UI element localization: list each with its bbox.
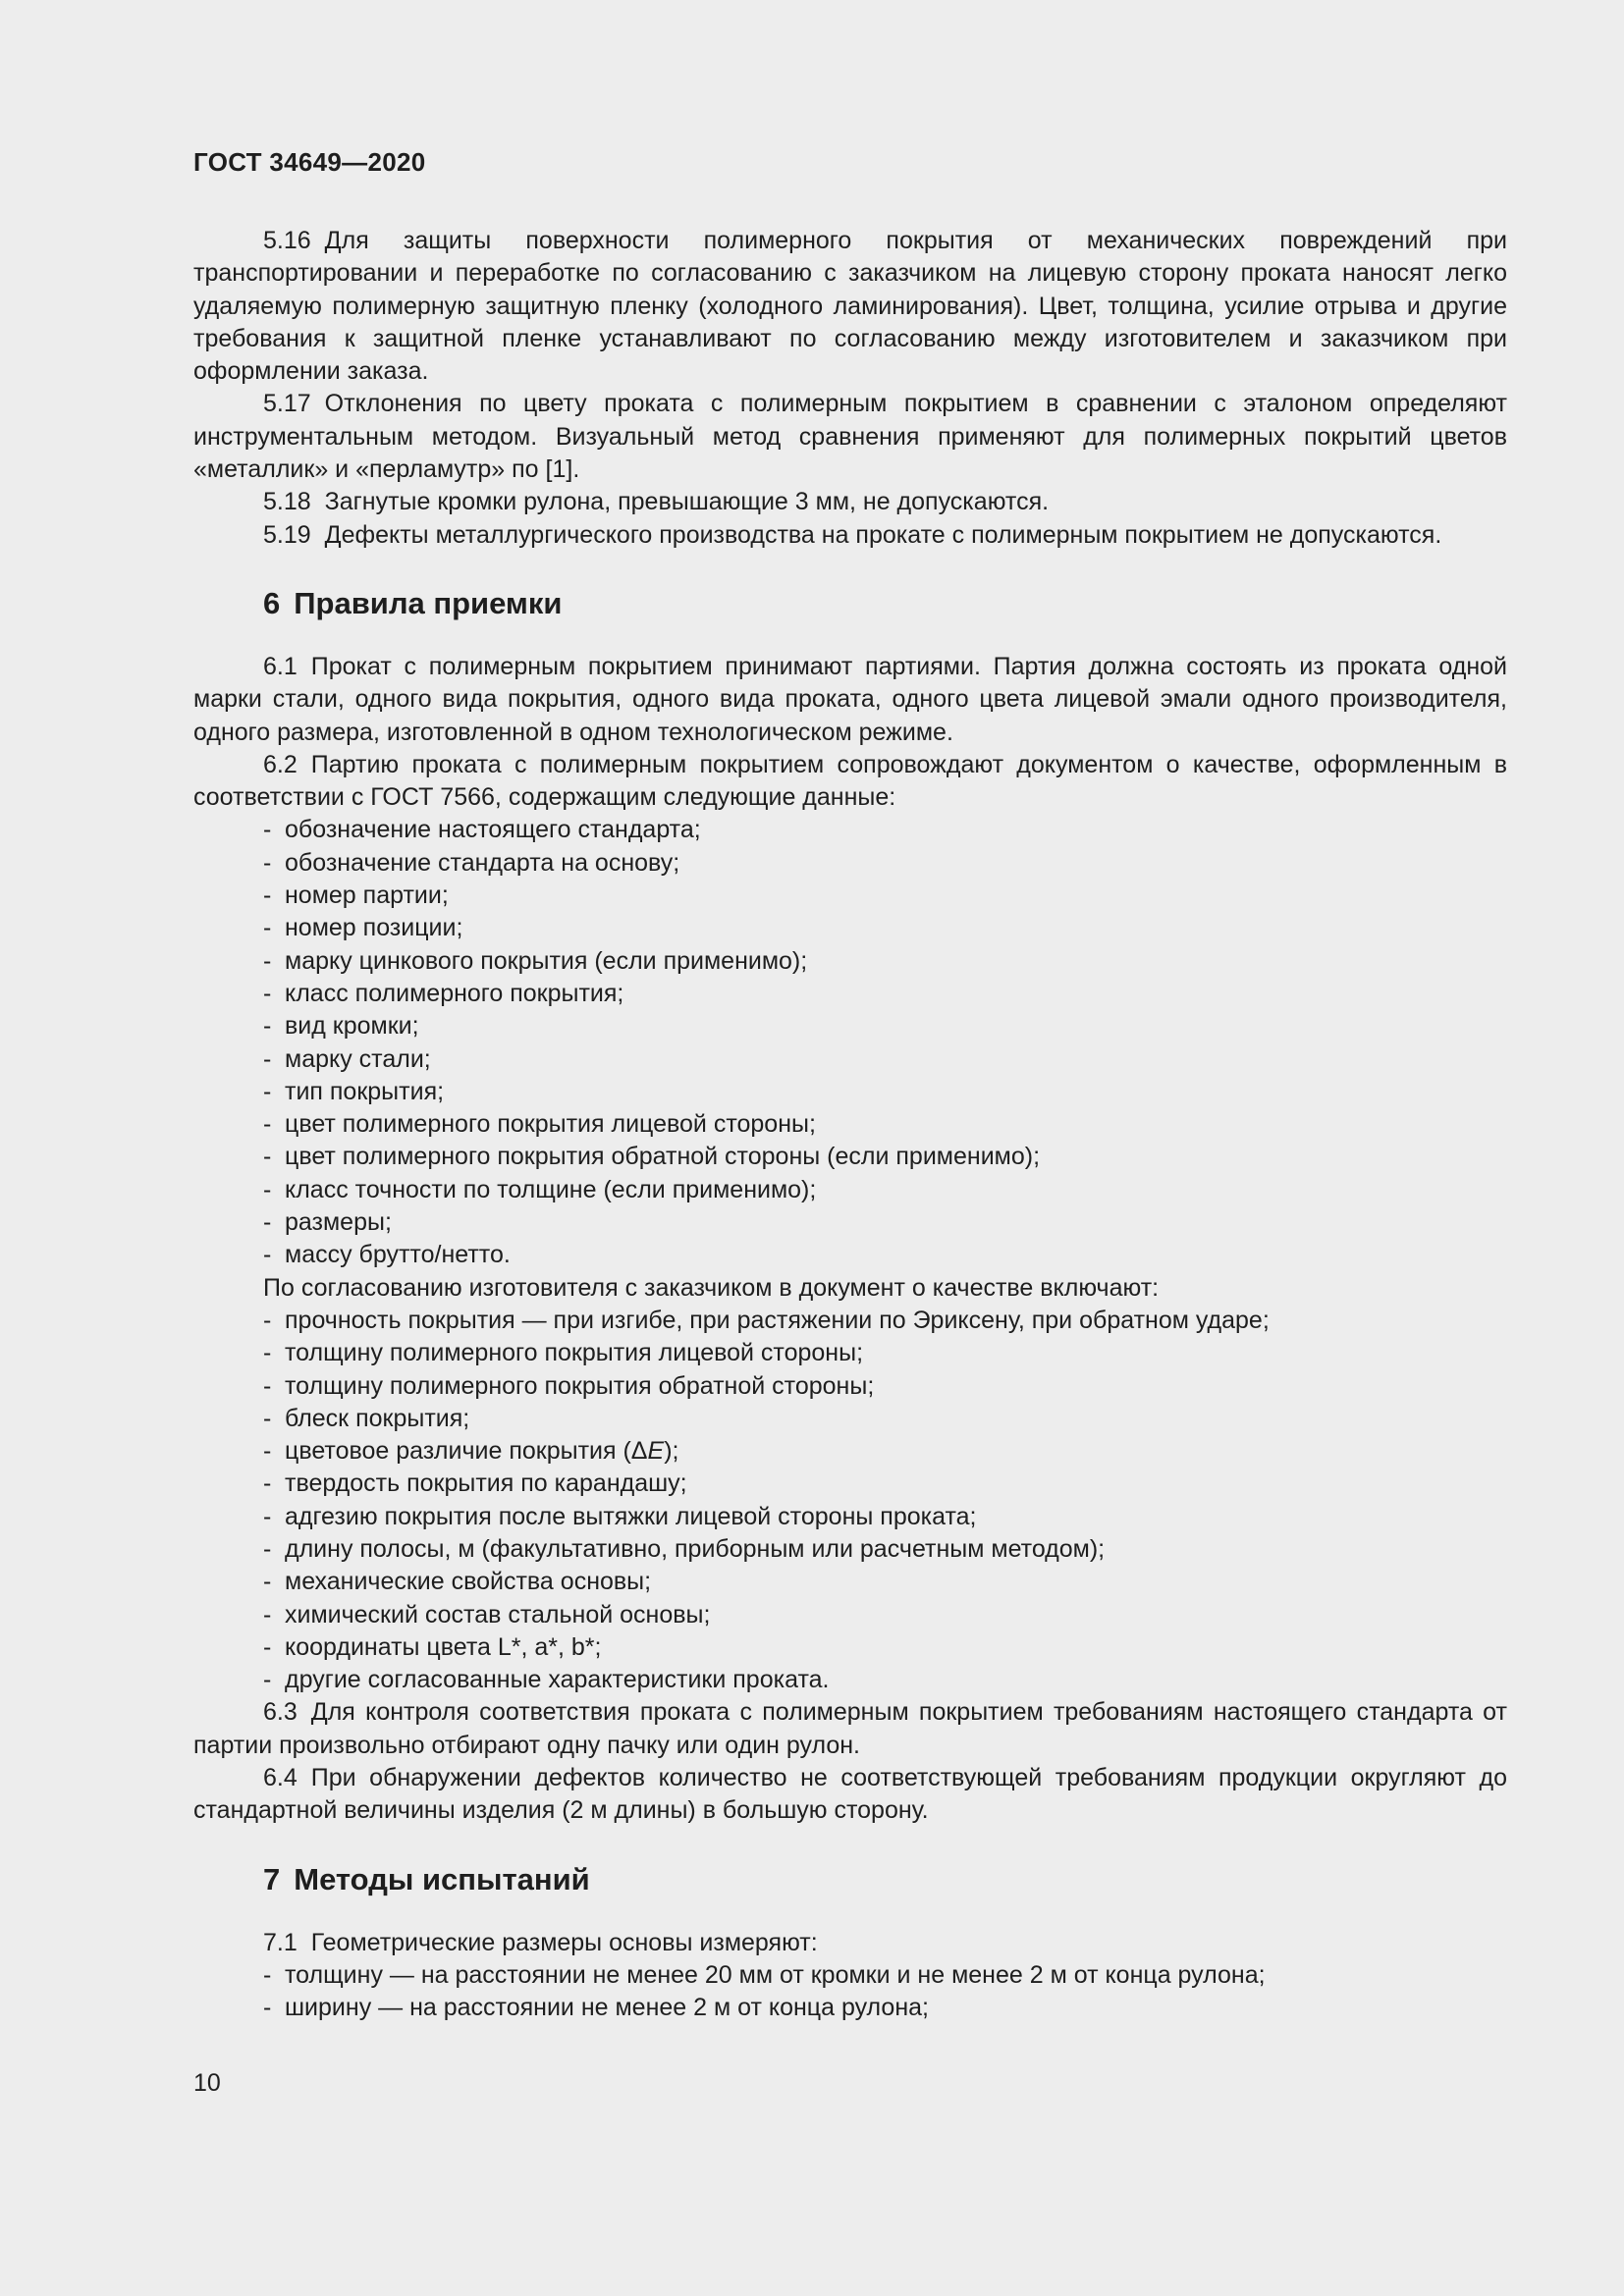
clause-number: 6.3 <box>263 1698 298 1727</box>
list-item: - толщину полимерного покрытия лицевой стороны; <box>193 1337 1507 1369</box>
list-item-text: блеск покрытия; <box>285 1404 470 1432</box>
list-item-text: прочность покрытия — при изгибе, при растяжении по Эриксену, при обратном ударе; <box>285 1306 1270 1334</box>
list-item-text: ширину — на расстоянии не менее 2 м от конца рулона; <box>285 1994 929 2022</box>
list-item-text: толщину полимерного покрытия лицевой стороны; <box>285 1339 864 1367</box>
list-item-text: цвет полимерного покрытия обратной стороны (если применимо); <box>285 1143 1041 1171</box>
clause-number: 6.2 <box>263 750 298 778</box>
list-item-text: класс полимерного покрытия; <box>285 979 624 1007</box>
clause-6-2 <box>193 749 1507 815</box>
list-item-text: толщину — на расстоянии не менее 20 мм от кромки и не менее 2 м от конца рулона; <box>285 1960 1266 1989</box>
clause-6-1 <box>193 651 1507 749</box>
list-item-text: обозначение стандарта на основу; <box>285 848 680 877</box>
list-item-text: тип покрытия; <box>285 1077 445 1105</box>
document-code: ГОСТ 34649—2020 <box>193 147 426 177</box>
clause-number: 5.16 <box>263 227 311 254</box>
clause-text: Геометрические размеры основы измеряют: <box>310 1928 818 1956</box>
list-item: - массу брутто/нетто. <box>193 1239 1507 1271</box>
clause-5-18 <box>193 486 1507 518</box>
list-item: - обозначение стандарта на основу; <box>193 847 1507 880</box>
section-title: Правила приемки <box>294 585 563 620</box>
list-item: - адгезию покрытия после вытяжки лицевой стороны проката; <box>193 1501 1507 1533</box>
list-item-text: координаты цвета L*, a*, b*; <box>285 1632 602 1661</box>
clause-text: Для защиты поверхности полимерного покрытия от механических повреждений при транспортировании и переработке по согласованию с заказчиком на лицевую сторону проката наносят легко удаляемую полимерную защитную пленку (холодного ламинирования). Цвет, толщина, усилие отрыва и другие требования к защитной пленке устанавливают по согласованию между изготовителем и заказчиком при оформлении заказа. <box>193 227 1507 386</box>
list-item-text: обозначение настоящего стандарта; <box>285 816 701 844</box>
section-number: 6 <box>263 585 281 620</box>
list-item: - класс полимерного покрытия; <box>193 978 1507 1010</box>
clause-text: Для контроля соответствия проката с полимерным покрытием требованиям настоящего стандарта от партии произвольно отбирают одну пачку или один рулон. <box>193 1698 1507 1759</box>
list-item-text: химический состав стальной основы; <box>285 1600 711 1629</box>
clause-6-3 <box>193 1696 1507 1762</box>
list-item: - координаты цвета L*, a*, b*; <box>193 1631 1507 1664</box>
list-item-text: размеры; <box>285 1208 392 1237</box>
agreement-intro: По согласованию изготовителя с заказчиком в документ о качестве включают: <box>263 1273 1160 1302</box>
list-item-text: марку цинкового покрытия (если применимо); <box>285 946 808 975</box>
list-item-text: цвет полимерного покрытия лицевой стороны; <box>285 1110 816 1139</box>
list-item: - обозначение настоящего стандарта; <box>193 814 1507 846</box>
document-page <box>193 0 1507 2296</box>
clause-5-19 <box>193 519 1507 552</box>
list-item: - твердость покрытия по карандашу; <box>193 1468 1507 1500</box>
list-item: - марку стали; <box>193 1043 1507 1076</box>
clause-5-16 <box>193 225 1507 388</box>
list-item-text: номер позиции; <box>285 914 463 942</box>
list-item-text: другие согласованные характеристики проката. <box>285 1666 830 1694</box>
section-6-heading <box>193 584 1507 623</box>
clause-number: 6.4 <box>263 1764 298 1792</box>
list-item: - марку цинкового покрытия (если применимо); <box>193 945 1507 978</box>
clause-number: 5.19 <box>263 520 311 549</box>
clause-number: 5.18 <box>263 488 311 516</box>
clause-5-17 <box>193 388 1507 486</box>
list-item-text: вид кромки; <box>285 1012 419 1041</box>
clause-text: Прокат с полимерным покрытием принимают партиями. Партия должна состоять из проката одной марки стали, одного вида покрытия, одного вида проката, одного цвета лицевой эмали одного производителя, одного размера, изготовленной в одном технологическом режиме. <box>193 652 1507 746</box>
list-item-text: марку стали; <box>285 1044 431 1073</box>
list-item-text: цветовое различие покрытия (ΔE); <box>285 1437 679 1466</box>
list-item: - толщину полимерного покрытия обратной стороны; <box>193 1370 1507 1403</box>
list-item-text: механические свойства основы; <box>285 1568 652 1596</box>
list-item-text: твердость покрытия по карандашу; <box>285 1469 687 1498</box>
list-item-text: массу брутто/нетто. <box>285 1241 511 1269</box>
clause-text: Дефекты металлургического производства на прокате с полимерным покрытием не допускаются. <box>324 520 1442 549</box>
list-item: - ширину — на расстоянии не менее 2 м от конца рулона; <box>193 1992 1507 2024</box>
clause-7-1 <box>193 1927 1507 1959</box>
list-item-text: адгезию покрытия после вытяжки лицевой стороны проката; <box>285 1502 977 1530</box>
page-number: 10 <box>193 2069 221 2097</box>
list-item: - номер позиции; <box>193 912 1507 944</box>
agreement-data-list-continued <box>193 1468 1507 1696</box>
list-item: - цвет полимерного покрытия лицевой стороны; <box>193 1108 1507 1141</box>
list-item: - вид кромки; <box>193 1010 1507 1042</box>
clause-text: Отклонения по цвету проката с полимерным покрытием в сравнении с эталоном определяют инструментальным методом. Визуальный метод сравнения применяют для полимерных покрытий цветов «металлик» и «перламутр» по [1]. <box>193 390 1507 484</box>
clause-6-4 <box>193 1762 1507 1828</box>
clause-text: Загнутые кромки рулона, превышающие 3 мм, не допускаются. <box>324 488 1050 516</box>
list-item: - размеры; <box>193 1206 1507 1239</box>
list-item: - механические свойства основы; <box>193 1566 1507 1598</box>
list-item-text: номер партии; <box>285 881 449 910</box>
clause-text: Партию проката с полимерным покрытием сопровождают документом о качестве, оформленным в соответствии с ГОСТ 7566, содержащим следующие данные: <box>193 750 1507 812</box>
list-item: - длину полосы, м (факультативно, приборным или расчетным методом); <box>193 1533 1507 1566</box>
list-item: - класс точности по толщине (если применимо); <box>193 1174 1507 1206</box>
document-body <box>193 225 1507 2025</box>
section-number: 7 <box>263 1861 281 1896</box>
section-7-heading <box>193 1860 1507 1899</box>
quality-document-data-list <box>193 814 1507 1271</box>
list-item: - прочность покрытия — при изгибе, при растяжении по Эриксену, при обратном ударе; <box>193 1305 1507 1337</box>
list-item: - цвет полимерного покрытия обратной стороны (если применимо); <box>193 1141 1507 1173</box>
list-item-text: толщину полимерного покрытия обратной стороны; <box>285 1371 875 1400</box>
clause-number: 7.1 <box>263 1928 298 1956</box>
list-item: - химический состав стальной основы; <box>193 1599 1507 1631</box>
measurement-list <box>193 1959 1507 2025</box>
clause-text: При обнаружении дефектов количество не соответствующей требованиям продукции округляют до стандартной величины изделия (2 м длины) в большую сторону. <box>193 1764 1507 1825</box>
list-item: - цветовое различие покрытия (ΔE); <box>193 1435 1507 1468</box>
clause-number: 5.17 <box>263 390 311 418</box>
section-title: Методы испытаний <box>294 1861 590 1896</box>
clause-number: 6.1 <box>263 652 298 680</box>
list-item: - номер партии; <box>193 880 1507 912</box>
list-item: - толщину — на расстоянии не менее 20 мм от кромки и не менее 2 м от конца рулона; <box>193 1959 1507 1992</box>
list-item: - блеск покрытия; <box>193 1403 1507 1435</box>
list-item: - тип покрытия; <box>193 1076 1507 1108</box>
list-item-text: длину полосы, м (факультативно, приборным или расчетным методом); <box>285 1534 1106 1563</box>
agreement-data-list <box>193 1305 1507 1435</box>
list-item: - другие согласованные характеристики проката. <box>193 1664 1507 1696</box>
list-item-text: класс точности по толщине (если применимо); <box>285 1175 817 1203</box>
